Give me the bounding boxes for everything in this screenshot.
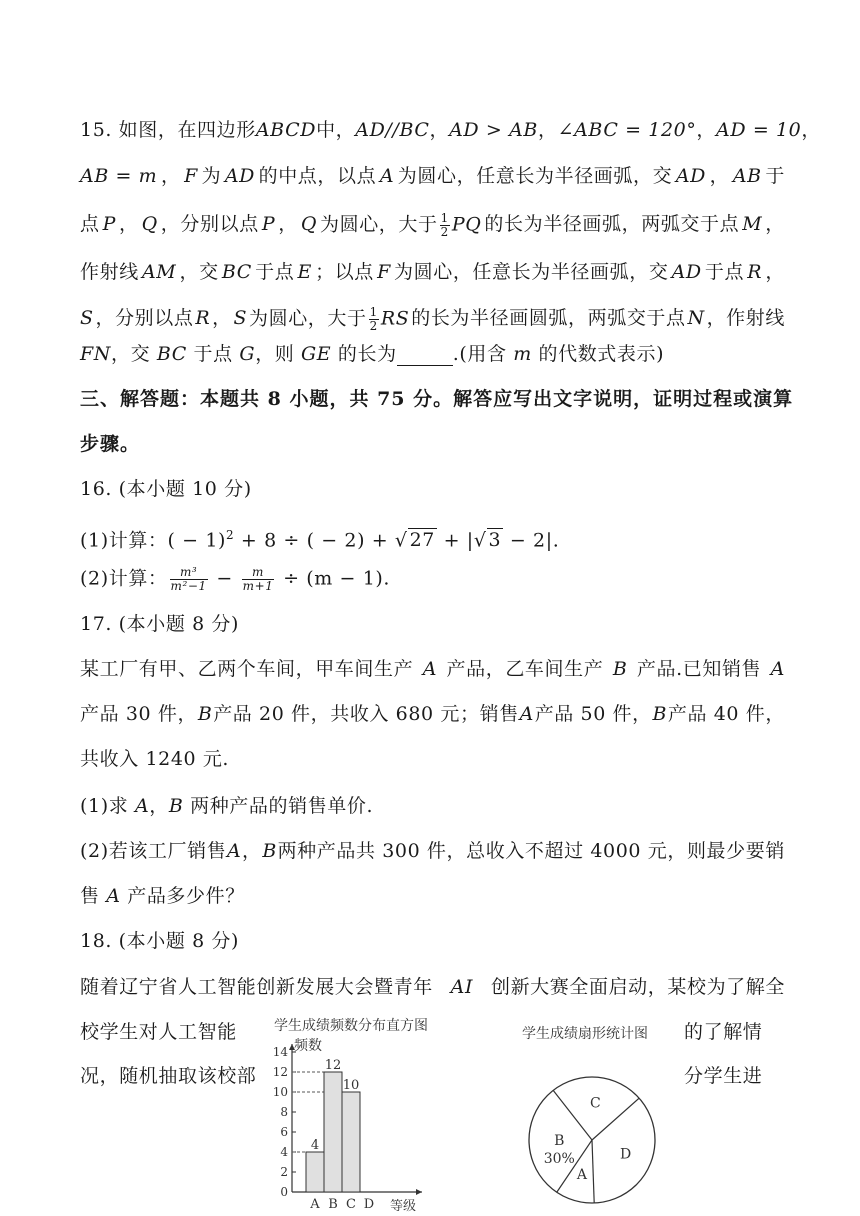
y-tick-label: 2 [280, 1165, 288, 1179]
answer-blank [397, 347, 453, 366]
fraction-half: $\frac{1}{2}$ [440, 211, 449, 239]
fraction-half: $\frac{1}{2}$ [369, 305, 378, 333]
bar-C [342, 1092, 360, 1192]
q18-title: 18. (本小题 8 分) [80, 930, 240, 952]
q18-line-3-left: 况，随机抽取该校部 [80, 1065, 257, 1087]
pie-title: 学生成绩扇形统计图 [522, 1026, 648, 1042]
q17-line-3: 共收入 1240 元. [80, 748, 230, 770]
q15-line-2: AB = m ， F 为 AD 的中点，以点 A 为圆心，任意长为半径画弧，交 AD ， AB 于 [80, 165, 785, 187]
section-heading-line-1: 三、解答题：本题共 8 小题，共 75 分。解答应写出文字说明，证明过程或演算 [80, 388, 794, 410]
y-tick-label: 14 [272, 1045, 288, 1059]
pie-label-A: A [576, 1167, 587, 1184]
section-heading-line-2: 步骤。 [80, 433, 141, 455]
q17-part1: (1)求 A，B 两种产品的销售单价. [80, 795, 374, 817]
q15-line-3: 点 P ， Q ，分别以点 P ， Q 为圆心，大于 $\frac{1}{2}$ PQ 的长为半径画弧，两弧交于点 M ， [80, 211, 785, 239]
bar-value-label: 12 [324, 1058, 342, 1073]
histogram-ylabel: 频数 [294, 1038, 322, 1054]
y-tick-label: 8 [280, 1105, 288, 1119]
fraction-m3: $\frac{\text{m³}}{\text{m²−1}}$ [170, 565, 207, 593]
histogram-title: 学生成绩频数分布直方图 [274, 1018, 428, 1034]
y-tick-label: 0 [280, 1185, 288, 1199]
y-tick-label: 4 [280, 1145, 288, 1159]
pie-chart [510, 1018, 685, 1216]
q17-part2-line-2: 售 A 产品多少件？ [80, 885, 245, 907]
fraction-m: $\frac{m}{m+1}$ [242, 565, 274, 593]
histogram-chart [262, 1014, 452, 1214]
q18-line-3-right: 分学生进 [684, 1065, 763, 1087]
q15-line-6: FN，交 BC 于点 G，则 GE 的长为 .(用含 m 的代数式表示) [80, 343, 665, 365]
x-axis-arrow [416, 1189, 422, 1195]
q17-title: 17. (本小题 8 分) [80, 613, 240, 635]
q17-line-2: 产品 30 件， B 产品 20 件，共收入 680 元；销售 A 产品 50 件， B 产品 40 件， [80, 703, 785, 725]
x-tick-label: D [363, 1197, 375, 1212]
bar-value-label: 4 [310, 1138, 320, 1153]
bar-A [306, 1152, 324, 1192]
pie-label-D: D [619, 1146, 632, 1163]
q15-line-4: 作射线 AM ，交 BC 于点 E ；以点 F 为圆心，任意长为半径画弧，交 AD 于点 R ， [80, 261, 785, 283]
q17-line-1: 某工厂有甲、乙两个车间，甲车间生产 A 产品，乙车间生产 B 产品.已知销售 A [80, 658, 785, 680]
bar-B [324, 1072, 342, 1192]
q15-line-1: 15. 如图，在四边形 ABCD 中， AD//BC ， AD > AB ， ∠ABC = 120° ， AD = 10 ， [80, 119, 821, 141]
q18-line-1: 随着辽宁省人工智能创新发展大会暨青年 AI 创新大赛全面启动，某校为了解全 [80, 976, 785, 998]
q18-line-2-right: 的了解情 [684, 1021, 763, 1043]
histogram-xlabel: 等级 [390, 1199, 417, 1214]
bar-value-label: 10 [342, 1078, 360, 1093]
q16-part2: (2)计算： $\frac{\text{m³}}{\text{m²−1}}$ − $\frac{m}{m+1}$ ÷ (m − 1). [80, 565, 391, 593]
x-tick-label: A [310, 1197, 320, 1212]
pie-label-C: C [589, 1095, 601, 1112]
x-tick-label: B [328, 1197, 338, 1212]
q16-title: 16. (本小题 10 分) [80, 478, 252, 500]
q18-line-2-left: 校学生对人工智能 [80, 1021, 237, 1043]
pie-label-B: B [554, 1133, 565, 1150]
q16-part1: (1)计算：( − 1)$^2$ + 8 ÷ ( − 2) + √ 27 + |√ 3 − 2|. [80, 528, 560, 552]
q17-part2-line-1: (2)若该工厂销售 A ， B 两种产品共 300 件，总收入不超过 4000 元，则最少要销 [80, 840, 785, 862]
y-tick-label: 6 [280, 1125, 288, 1139]
q15-line-5: S ，分别以点 R ， S 为圆心，大于 $\frac{1}{2}$ RS 的长为半径画圆弧，两弧交于点 N ，作射线 [80, 305, 785, 333]
y-tick-label: 10 [272, 1085, 288, 1099]
pie-percent-label: 30% [543, 1151, 575, 1168]
y-tick-label: 12 [272, 1065, 288, 1079]
x-tick-label: C [346, 1197, 356, 1212]
